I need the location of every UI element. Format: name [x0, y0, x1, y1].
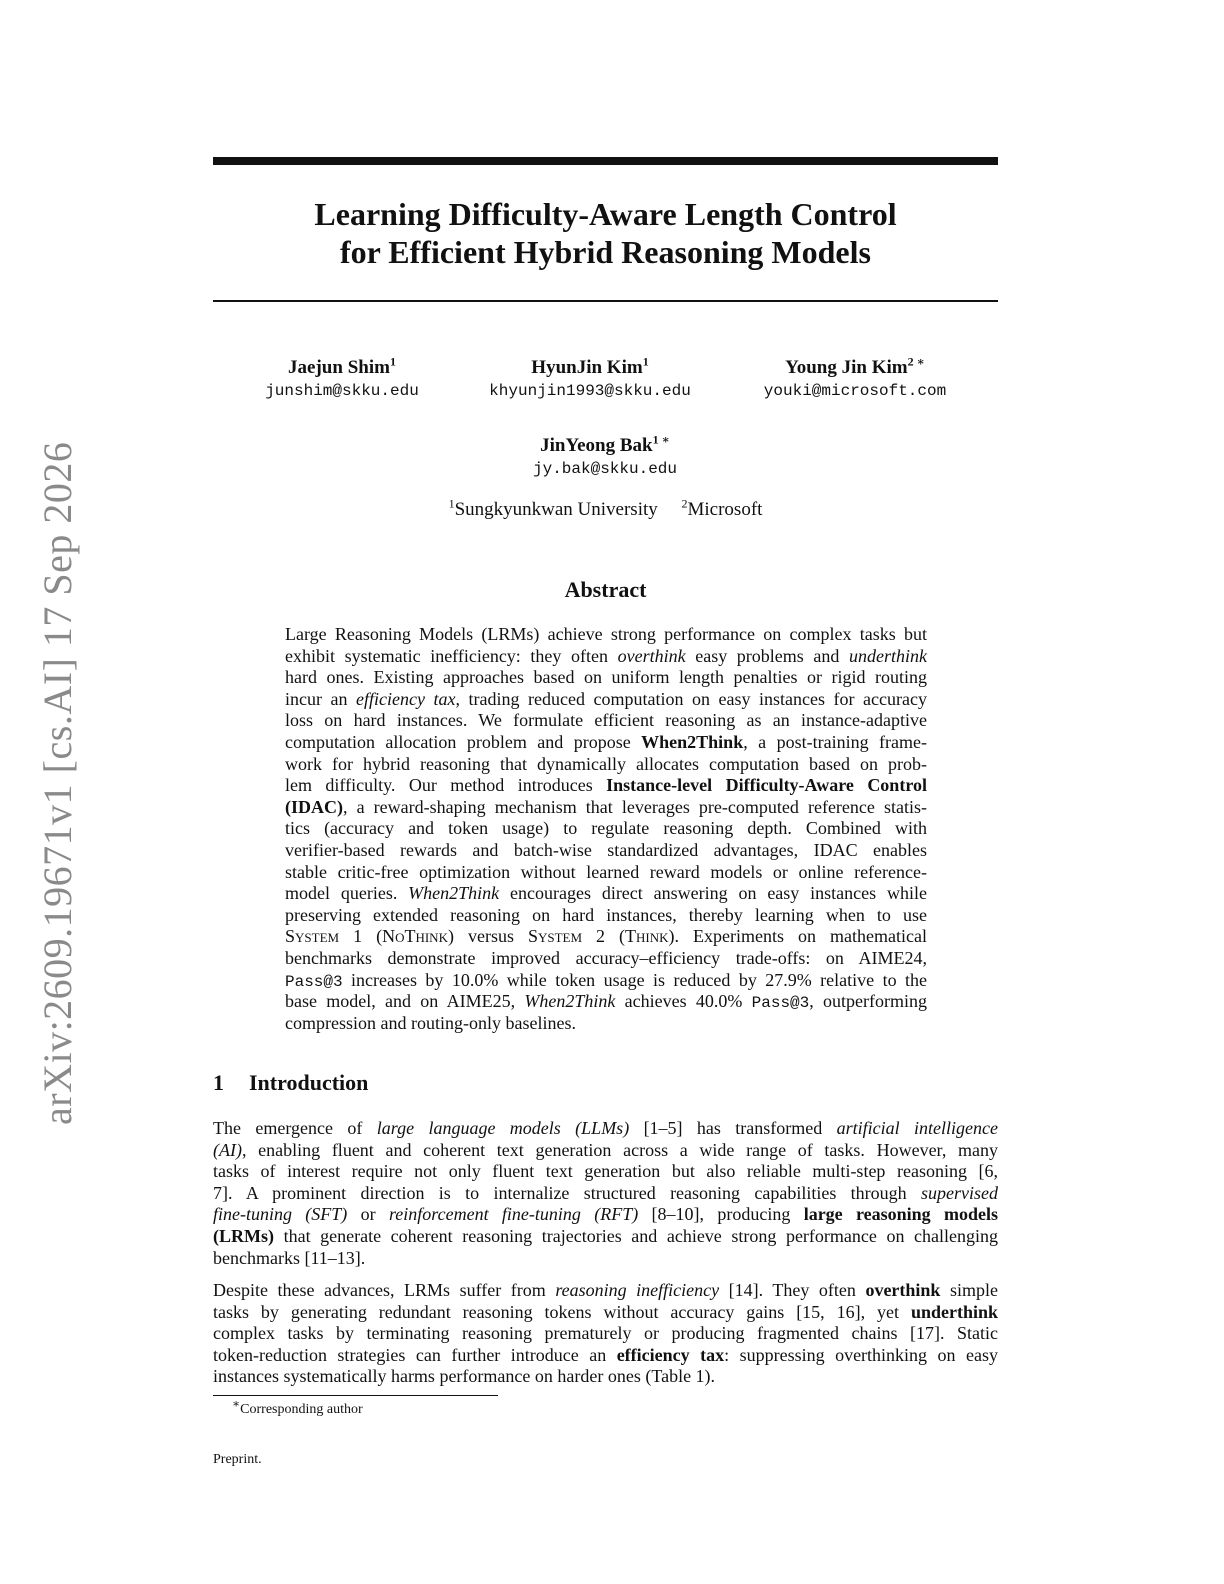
abstract-line: compression and routing-only baselines. [285, 1012, 576, 1033]
author-email[interactable]: junshim@skku.edu [265, 382, 419, 400]
affil-mark: 2 [681, 496, 688, 511]
title-top-rule [213, 157, 998, 165]
author-name: Jaejun Shim [288, 357, 390, 378]
abstract-line: tics (accuracy and token usage) to regulate reasoning depth. Combined with [285, 818, 927, 839]
author-affil-mark: 1 [642, 354, 649, 369]
abstract-line: verifier-based rewards and batch-wise standardized advantages, IDAC enables [285, 839, 927, 860]
section-number: 1 [213, 1070, 224, 1095]
affiliation-1: Sungkyunkwan University [454, 499, 658, 520]
author-affil-mark: 1 ∗ [652, 432, 670, 447]
author-block [470, 356, 710, 402]
arxiv-identifier: arXiv:2609.19671v1 [cs.AI] 17 Sep 2026 [35, 441, 80, 1125]
paragraph-line: 7]. A prominent direction is to internalize structured reasoning capabilities through supervised [213, 1182, 998, 1203]
paragraph-line: benchmarks [11–13]. [213, 1247, 366, 1268]
paragraph-line: tasks by generating redundant reasoning tokens without accuracy gains [15, 16], yet underthink [213, 1301, 998, 1322]
paragraph-line: The emergence of large language models (LLMs) [1–5] has transformed artificial intelligence [213, 1118, 998, 1138]
abstract-line: Large Reasoning Models (LRMs) achieve strong performance on complex tasks but [285, 624, 927, 644]
author-name: HyunJin Kim [531, 357, 643, 378]
author-name: Young Jin Kim [785, 357, 908, 378]
paragraph-line: (AI), enabling fluent and coherent text generation across a wide range of tasks. However, many [213, 1139, 998, 1160]
title-line-1: Learning Difficulty-Aware Length Control [314, 196, 897, 232]
abstract-line: stable critic-free optimization without learned reward models or online reference- [285, 861, 927, 882]
abstract-line: computation allocation problem and propose When2Think, a post-training frame- [285, 731, 927, 752]
abstract-heading: Abstract [564, 577, 647, 602]
section-heading-introduction [213, 1070, 368, 1096]
paragraph-line: fine-tuning (SFT) or reinforcement fine-tuning (RFT) [8–10], producing large reasoning models [213, 1204, 998, 1225]
footnote-mark: ∗ [232, 1396, 241, 1411]
paragraph-line: (LRMs) that generate coherent reasoning trajectories and achieve strong performance on challenging [213, 1225, 998, 1246]
author-email[interactable]: youki@microsoft.com [763, 382, 947, 400]
abstract-line: incur an efficiency tax, trading reduced computation on easy instances for accuracy [285, 688, 927, 709]
abstract-line: System 1 (NoThink) versus System 2 (Think). Experiments on mathematical [285, 926, 927, 947]
intro-paragraph-1 [213, 1118, 998, 1269]
author-block [745, 356, 965, 402]
affiliations [213, 496, 998, 521]
author-email[interactable]: jy.bak@skku.edu [532, 460, 678, 478]
abstract-line: model queries. When2Think encourages direct answering on easy instances while [285, 883, 927, 904]
affiliation-2: Microsoft [687, 499, 763, 520]
abstract-line: benchmarks demonstrate improved accuracy–efficiency trade-offs: on AIME24, [285, 947, 927, 968]
paragraph-line: token-reduction strategies can further introduce an efficiency tax: suppressing overthinking on easy [213, 1344, 998, 1365]
title-line-2: for Efficient Hybrid Reasoning Models [340, 234, 871, 270]
abstract-body [285, 624, 927, 1034]
abstract-line: Pass@3 increases by 10.0% while token usage is reduced by 27.9% relative to the [285, 969, 927, 991]
abstract-line: exhibit systematic inefficiency: they often overthink easy problems and underthink [285, 645, 928, 666]
author-email[interactable]: khyunjin1993@skku.edu [489, 382, 691, 400]
title-bottom-rule [213, 300, 998, 302]
author-affil-mark: 1 [389, 354, 396, 369]
abstract-line: base model, and on AIME25, When2Think achieves 40.0% Pass@3, outperforming [285, 991, 928, 1013]
abstract-line: hard ones. Existing approaches based on uniform length penalties or rigid routing [285, 667, 927, 688]
abstract-line: preserving extended reasoning on hard instances, thereby learning when to use [285, 904, 927, 925]
section-title: Introduction [249, 1070, 369, 1095]
abstract-line: work for hybrid reasoning that dynamically allocates computation based on prob- [285, 753, 927, 774]
footnote [232, 1396, 363, 1418]
abstract-line: (IDAC), a reward-shaping mechanism that leverages pre-computed reference statis- [285, 796, 927, 817]
paper-title [213, 195, 998, 271]
abstract-line: lem difficulty. Our method introduces Instance-level Difficulty-Aware Control [285, 775, 927, 796]
author-block [242, 356, 442, 402]
author-block [505, 434, 705, 480]
footnote-rule [213, 1395, 498, 1396]
author-affil-mark: 2 ∗ [907, 354, 925, 369]
paragraph-line: instances systematically harms performance on harder ones (Table 1). [213, 1366, 716, 1387]
paragraph-line: complex tasks by terminating reasoning prematurely or producing fragmented chains [17]. Static [213, 1323, 998, 1344]
preprint-label: Preprint. [213, 1452, 262, 1467]
paragraph-line: tasks of interest require not only fluent text generation but also reliable multi-step reasoning [6, [213, 1161, 998, 1182]
affil-mark: 1 [448, 496, 455, 511]
paragraph-line: Despite these advances, LRMs suffer from reasoning inefficiency [14]. They often overthink simple [213, 1280, 998, 1300]
intro-paragraph-2 [213, 1280, 998, 1388]
author-name: JinYeong Bak [540, 435, 653, 456]
abstract-line: loss on hard instances. We formulate efficient reasoning as an instance-adaptive [285, 710, 927, 731]
footnote-text: Corresponding author [240, 1402, 363, 1417]
